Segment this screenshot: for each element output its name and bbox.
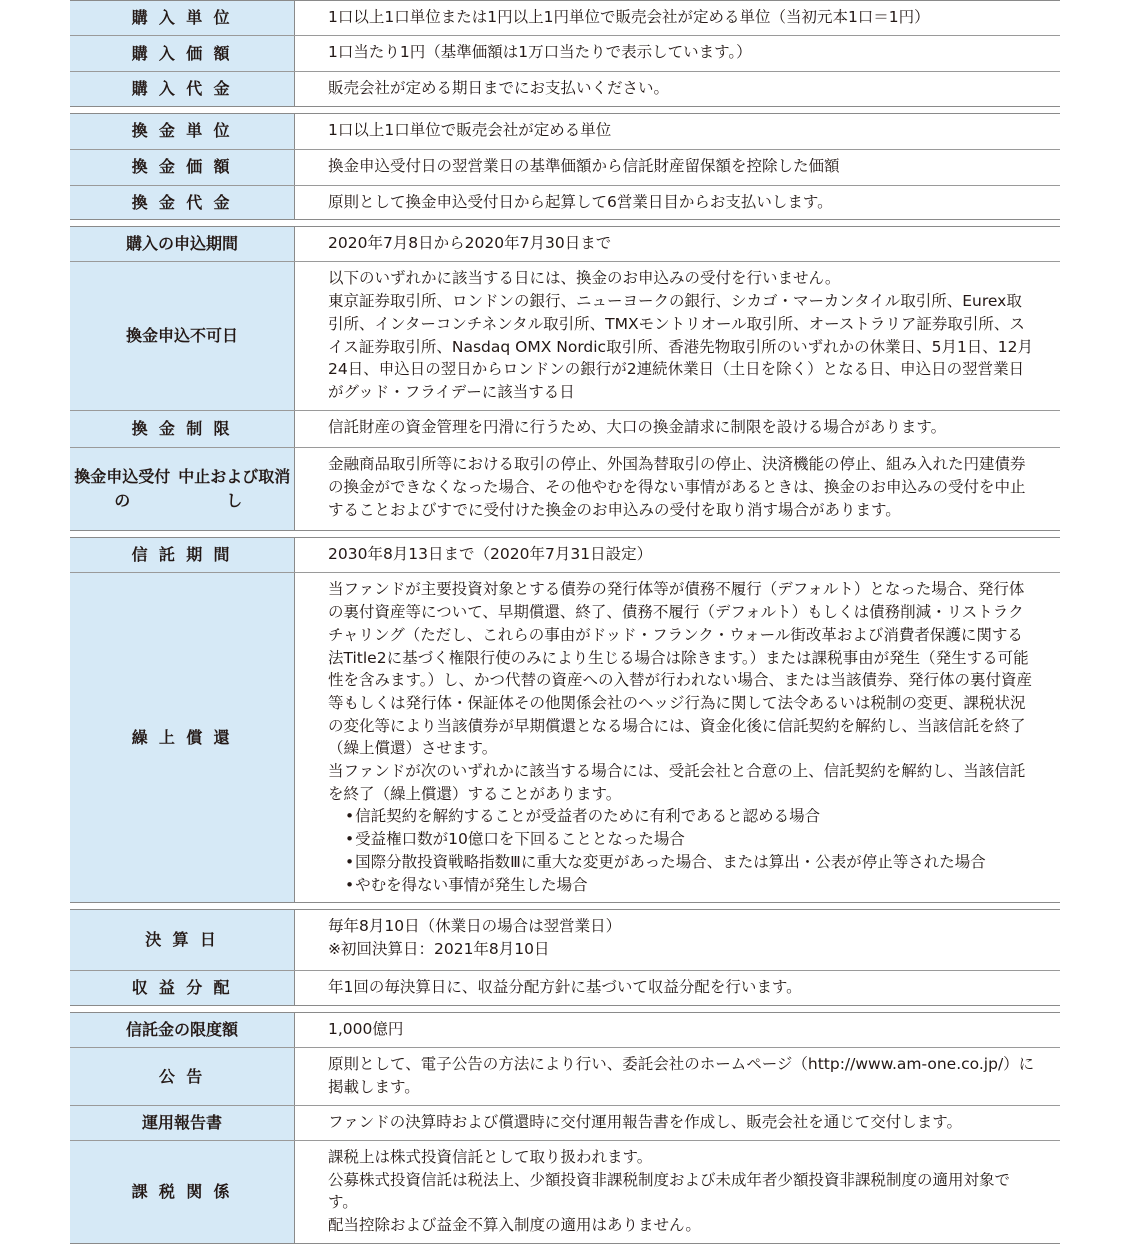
value-text: 当ファンドが主要投資対象とする債券の発行体等が債務不履行（デフォルト）となった場合、発行体の裏付資産等について、早期償還、終了、債務不履行（デフォルト）もしくは債務削減・リストラクチャリング（ただし、これらの事由がドッド・フランク・ウォール街改革および消費者保護に関する法Title2に基づく権限行使のみにより生じる場合は除きます。）または課税事由が発生（発生する可能性を含みます。）し、かつ代替の資産への入替が行われない場合、または当該債券、発行体の裏付資産等もしくは発行体・保証体その他関係会社のヘッジ行為に関して法令あるいは税制の変更、課税状況の変化等により当該債券が早期償還となる場合には、資金化後に信託契約を解約し、当該信託を終了（繰上償還）させます。 bbox=[328, 580, 1033, 758]
table-row bbox=[70, 410, 1060, 447]
table-row bbox=[70, 1013, 1060, 1047]
fund-terms-table bbox=[70, 0, 1060, 1250]
table-row bbox=[70, 227, 1060, 261]
bullet-text: 受益権口数が10億口を下回ることとなった場合 bbox=[355, 830, 685, 849]
table-group bbox=[70, 226, 1060, 531]
bullet-text: やむを得ない事情が発生した場合 bbox=[355, 875, 588, 894]
row-label bbox=[70, 114, 295, 149]
table-row bbox=[70, 71, 1060, 106]
row-value bbox=[295, 262, 1060, 410]
row-value bbox=[295, 1013, 1060, 1047]
value-text: 1口以上1口単位または1円以上1円単位で販売会社が定める単位（当初元本1口＝1円） bbox=[328, 8, 930, 26]
value-text: 原則として、電子公告の方法により行い、委託会社のホームページ（http://www.am-one.co.jp/）に掲載します。 bbox=[328, 1055, 1035, 1097]
row-value bbox=[295, 411, 1060, 447]
table-group bbox=[70, 0, 1060, 107]
row-value bbox=[295, 1141, 1060, 1243]
row-label-text: 購 入 価 額 bbox=[131, 43, 233, 63]
value-text: ファンドの決算時および償還時に交付運用報告書を作成し、販売会社を通じて交付します。 bbox=[328, 1112, 962, 1131]
row-label bbox=[70, 72, 295, 106]
table-row bbox=[70, 970, 1060, 1005]
row-value bbox=[295, 1048, 1060, 1104]
value-text: 1,000億円 bbox=[328, 1020, 404, 1039]
row-label bbox=[70, 538, 295, 572]
row-value bbox=[295, 36, 1060, 71]
row-label-text: 換 金 代 金 bbox=[131, 192, 233, 212]
table-row bbox=[70, 538, 1060, 572]
value-text: 1口以上1口単位で販売会社が定める単位 bbox=[328, 120, 612, 139]
row-value bbox=[295, 971, 1060, 1005]
value-text: 以下のいずれかに該当する日には、換金のお申込みの受付を行いません。 bbox=[328, 269, 841, 288]
table-group bbox=[70, 909, 1060, 1006]
row-label-text: 換 金 単 位 bbox=[131, 121, 233, 141]
table-row bbox=[70, 572, 1060, 902]
row-value bbox=[295, 227, 1060, 261]
row-label-text: 繰 上 償 還 bbox=[131, 727, 233, 747]
row-value bbox=[295, 910, 1060, 970]
row-label-text: 購 入 代 金 bbox=[131, 78, 233, 98]
row-label-text: 換金申込不可日 bbox=[125, 326, 238, 346]
row-label bbox=[70, 1048, 295, 1104]
value-text: 配当控除および益金不算入制度の適用はありません。 bbox=[328, 1215, 701, 1234]
table-row bbox=[70, 261, 1060, 410]
bullet-item bbox=[345, 805, 1036, 828]
row-value bbox=[295, 448, 1060, 530]
value-text: 課税上は株式投資信託として取り扱われます。 bbox=[328, 1147, 653, 1166]
value-text: 信託財産の資金管理を円滑に行うため、大口の換金請求に制限を設ける場合があります。 bbox=[328, 418, 947, 437]
table-row bbox=[70, 149, 1060, 185]
bullet-item bbox=[345, 874, 1036, 897]
bullet-item bbox=[345, 828, 1036, 851]
row-label bbox=[70, 1013, 295, 1047]
table-group bbox=[70, 1012, 1060, 1243]
row-value bbox=[295, 573, 1060, 902]
row-label bbox=[70, 573, 295, 902]
row-label-text: 公 告 bbox=[158, 1066, 206, 1086]
table-group bbox=[70, 113, 1060, 221]
value-text: 1口当たり1円（基準価額は1万口当たりで表示しています。） bbox=[328, 43, 752, 61]
row-value bbox=[295, 1106, 1060, 1140]
row-label bbox=[70, 186, 295, 220]
value-text: 原則として換金申込受付日から起算して6営業日目からお支払いします。 bbox=[328, 192, 833, 211]
row-label-text: 換 金 価 額 bbox=[131, 157, 233, 177]
row-label bbox=[70, 910, 295, 970]
bullet-text: 国際分散投資戦略指数Ⅲに重大な変更があった場合、または算出・公表が停止等された場合 bbox=[355, 852, 986, 871]
bullet-text: 信託契約を解約することが受益者のために有利であると認める場合 bbox=[355, 807, 821, 826]
value-text: 公募株式投資信託は税法上、少額投資非課税制度および未成年者少額投資非課税制度の適用対象です。 bbox=[328, 1170, 1011, 1212]
row-label bbox=[70, 1141, 295, 1243]
bullet-item bbox=[345, 851, 1036, 874]
row-label-text: 信 託 期 間 bbox=[131, 545, 233, 565]
bullet-list bbox=[328, 805, 1036, 896]
row-label-text: 信託金の限度額 bbox=[125, 1020, 238, 1040]
table-row bbox=[70, 1105, 1060, 1140]
row-value bbox=[295, 72, 1060, 106]
value-text: 換金申込受付日の翌営業日の基準価額から信託財産留保額を控除した価額 bbox=[328, 156, 840, 175]
row-label bbox=[70, 971, 295, 1005]
row-label bbox=[70, 448, 295, 530]
row-label bbox=[70, 1, 295, 35]
row-label bbox=[70, 411, 295, 447]
table-row bbox=[70, 114, 1060, 149]
value-text: ※初回決算日：2021年8月10日 bbox=[328, 940, 550, 959]
row-label-text: 換 金 制 限 bbox=[131, 419, 233, 439]
value-text: 東京証券取引所、ロンドンの銀行、ニューヨークの銀行、シカゴ・マーカンタイル取引所、Eurex取引所、インターコンチネンタル取引所、TMXモントリオール取引所、オーストラリア証券取引所、スイス証券取引所、Nasdaq OMX Nordic取引所、香港先物取引所のいずれかの休業日、5月1日、12月24日、申込日の翌日からロンドンの銀行が2連続休業日（土日を除く）となる日、申込日の翌営業日がグッド・フライデーに該当する日 bbox=[328, 292, 1034, 401]
row-label-text: 課 税 関 係 bbox=[131, 1181, 233, 1201]
row-label-text: 中止および取消し bbox=[178, 467, 291, 511]
row-label bbox=[70, 262, 295, 410]
row-label bbox=[70, 36, 295, 71]
value-text: 年1回の毎決算日に、収益分配方針に基づいて収益分配を行います。 bbox=[328, 978, 802, 997]
value-text: 2030年8月13日まで（2020年7月31日設定） bbox=[328, 545, 653, 564]
table-row bbox=[70, 35, 1060, 71]
row-label bbox=[70, 1106, 295, 1140]
value-text: 2020年7月8日から2020年7月30日まで bbox=[328, 234, 612, 253]
row-label-text: 購 入 単 位 bbox=[131, 8, 233, 27]
value-text: 当ファンドが次のいずれかに該当する場合には、受託会社と合意の上、信託契約を解約し、当該信託を終了（繰上償還）することがあります。 bbox=[328, 762, 1026, 803]
row-value bbox=[295, 1, 1060, 35]
row-label-text: 換金申込受付の bbox=[74, 467, 171, 511]
value-text: 毎年8月10日（休業日の場合は翌営業日） bbox=[328, 917, 622, 936]
table-row bbox=[70, 447, 1060, 530]
row-label-text: 運用報告書 bbox=[141, 1112, 222, 1132]
table-row bbox=[70, 1047, 1060, 1104]
row-label-text: 購入の申込期間 bbox=[125, 234, 238, 254]
row-value bbox=[295, 186, 1060, 220]
row-value bbox=[295, 114, 1060, 149]
table-row bbox=[70, 910, 1060, 970]
row-value bbox=[295, 150, 1060, 185]
row-value bbox=[295, 538, 1060, 572]
table-row bbox=[70, 1, 1060, 35]
row-label-text: 収 益 分 配 bbox=[131, 978, 233, 998]
row-label bbox=[70, 227, 295, 261]
table-row bbox=[70, 185, 1060, 220]
row-label-text: 決 算 日 bbox=[145, 930, 219, 950]
value-text: 金融商品取引所等における取引の停止、外国為替取引の停止、決済機能の停止、組み入れた円建債券の換金ができなくなった場合、その他やむを得ない事情があるときは、換金のお申込みの受付を中止することおよびすでに受付けた換金のお申込みの受付を取り消す場合があります。 bbox=[328, 455, 1026, 519]
value-text: 販売会社が定める期日までにお支払いください。 bbox=[328, 79, 670, 97]
table-group bbox=[70, 537, 1060, 903]
row-label bbox=[70, 150, 295, 185]
table-row bbox=[70, 1140, 1060, 1243]
